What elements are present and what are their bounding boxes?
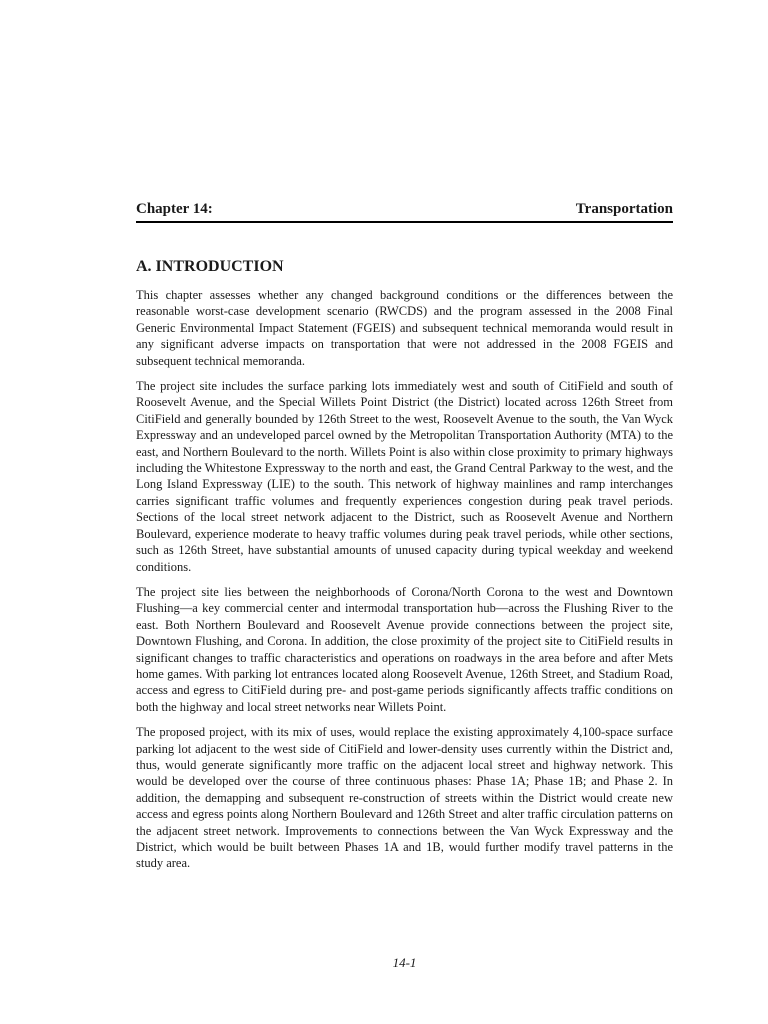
paragraph-4: The proposed project, with its mix of uses, would replace the existing approximately 4,100-space surface parking lot adjacent to the west side of CitiField and lower-density uses currently within the District and, thus, would generate significantly more traffic on the adjacent local street and highway network. This would be developed over the course of three continuous phases: Phase 1A; Phase 1B; and Phase 2. In addition, the demapping and subsequent re-construction of streets within the District would create new access and egress points along Northern Boulevard and 126th Street and alter traffic circulation patterns on the adjacent street network. Improvements to connections between the Van Wyck Expressway and the District, which would be built between Phases 1A and 1B, would further modify travel patterns in the study area. <box>136 725 673 871</box>
chapter-title: Transportation <box>575 201 673 217</box>
paragraph-1: This chapter assesses whether any changed background conditions or the differences between the reasonable worst-case development scenario (RWCDS) and the program assessed in the 2008 Final Generic Environmental Impact Statement (FGEIS) and subsequent technical memoranda would result in any significant adverse impacts on transportation that were not addressed in the 2008 FGEIS and subsequent technical memoranda. <box>136 288 673 368</box>
chapter-label: Chapter 14: <box>136 201 213 217</box>
section-heading: A. INTRODUCTION <box>136 258 284 275</box>
document-page <box>136 0 673 1024</box>
body-text <box>136 287 673 881</box>
paragraph-3: The project site lies between the neighborhoods of Corona/North Corona to the west and Downtown Flushing—a key commercial center and intermodal transportation hub—across the Flushing River to the east. Both Northern Boulevard and Roosevelt Avenue provide connections between the project site, Downtown Flushing, and Corona. In addition, the close proximity of the project site to CitiField results in significant changes to traffic characteristics and operations on roadways in the area before and after Mets home games. With parking lot entrances located along Roosevelt Avenue, 126th Street, and Stadium Road, access and egress to CitiField during pre- and post-game periods significantly affects traffic conditions on both the highway and local street networks near Willets Point. <box>136 584 673 714</box>
paragraph-2: The project site includes the surface parking lots immediately west and south of CitiField and south of Roosevelt Avenue, and the Special Willets Point District (the District) located across 126th Street from CitiField and generally bounded by 126th Street to the west, Roosevelt Avenue to the south, the Van Wyck Expressway and an undeveloped parcel owned by the Metropolitan Transportation Authority (MTA) to the east, and Northern Boulevard to the north. Willets Point is also within close proximity to primary highways including the Whitestone Expressway to the north and east, the Grand Central Parkway to the west, and the Long Island Expressway (LIE) to the south. This network of highway mainlines and ramp interchanges carries significant traffic volumes and frequently experiences congestion during peak travel periods. Sections of the local street network adjacent to the District, such as Roosevelt Avenue and Northern Boulevard, experience moderate to heavy traffic volumes during peak travel periods, while other sections, such as 126th Street, have substantial amounts of unused capacity during typical weekday and weekend conditions. <box>136 379 673 574</box>
chapter-header <box>136 201 673 223</box>
page-number: 14-1 <box>392 955 417 970</box>
